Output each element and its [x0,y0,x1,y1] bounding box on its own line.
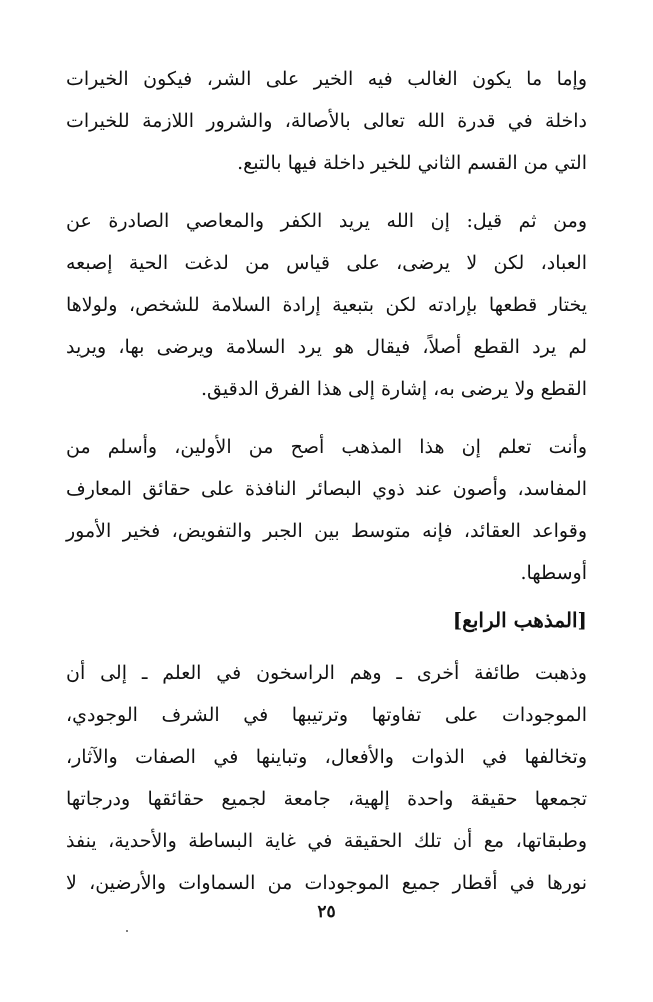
text-line: التي من القسم الثاني للخير داخلة فيها بالتبع. [237,152,587,174]
paragraph-4 [66,652,587,904]
text-line: وطبقاتها، مع أن تلك الحقيقة في غاية البساطة والأحدية، ينفذ [66,830,587,852]
text-line: وقواعد العقائد، فإنه متوسط بين الجبر والتفويض، فخير الأمور [66,520,587,542]
text-line: وذهبت طائفة أخرى ـ وهم الراسخون في العلم ـ إلى أن [66,662,587,684]
text-line: العباد، لكن لا يرضى، على قياس من لدغت الحية إصبعه [66,252,587,274]
text-line: نورها في أقطار جميع الموجودات من السماوات والأرضين، لا [66,872,587,894]
paragraph-3 [66,426,587,594]
text-line: أوسطها. [520,562,587,584]
text-line: المفاسد، وأصون عند ذوي البصائر النافذة على حقائق المعارف [66,478,587,500]
text-line: يختار قطعها بإرادته لكن بتبعية إرادة السلامة للشخص، ولولاها [66,294,587,316]
text-line: ومن ثم قيل: إن الله يريد الكفر والمعاصي الصادرة عن [66,210,587,232]
text-line: وإما ما يكون الغالب فيه الخير على الشر، فيكون الخيرات [66,68,587,90]
paragraph-2 [66,200,587,410]
scan-speck [126,930,128,932]
text-line: وأنت تعلم إن هذا المذهب أصح من الأولين، وأسلم من [66,436,587,458]
paragraph-1 [66,58,587,184]
page-number: ٢٥ [317,902,336,922]
body-text [66,58,587,904]
text-line: الموجودات على تفاوتها وترتيبها في الشرف الوجودي، [66,704,587,726]
text-line: تجمعها حقيقة واحدة إلهية، جامعة لجميع حقائقها ودرجاتها [66,788,587,810]
text-line: داخلة في قدرة الله تعالى بالأصالة، والشرور اللازمة للخيرات [66,110,587,132]
section-heading: [المذهب الرابع] [452,608,587,632]
text-line: لم يرد القطع أصلاً، فيقال هو يرد السلامة ويرضى بها، ويريد [66,336,587,358]
text-line: وتخالفها في الذوات والأفعال، وتباينها في الصفات والآثار، [66,746,587,768]
text-line: القطع ولا يرضى به، إشارة إلى هذا الفرق الدقيق. [201,378,587,400]
